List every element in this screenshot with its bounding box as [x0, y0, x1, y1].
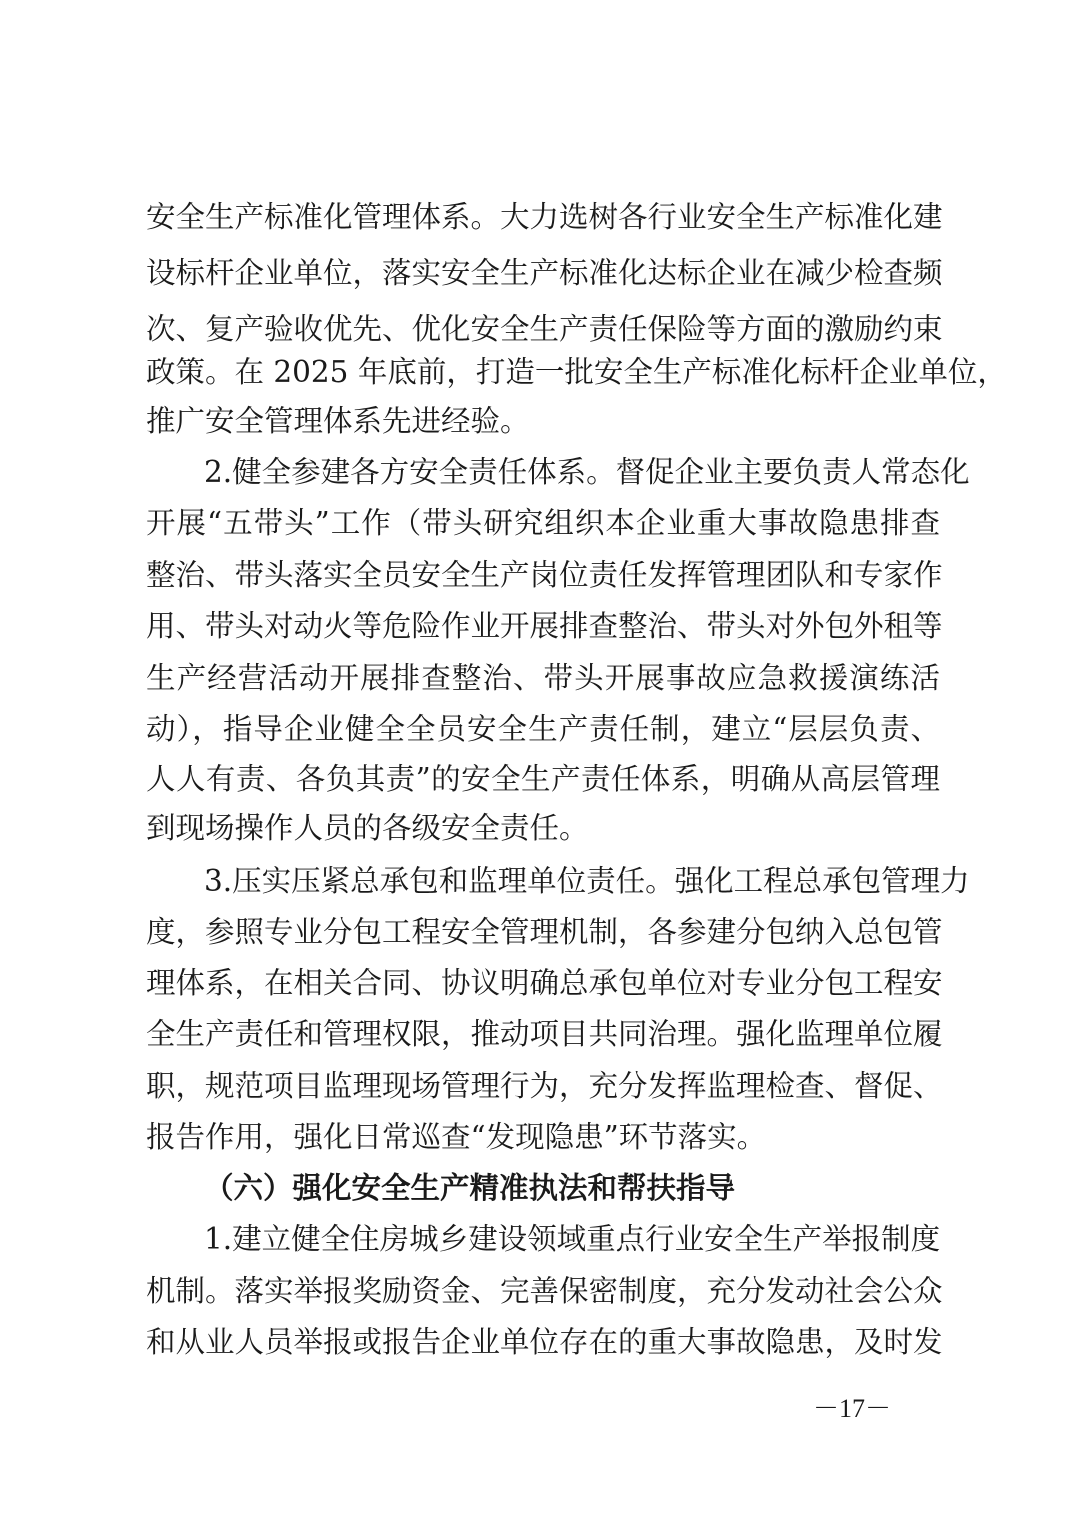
body-text-line: 1.建立健全住房城乡建设领域重点行业安全生产举报制度 [204, 1222, 941, 1256]
body-text-line: 报告作用，强化日常巡查“发现隐患”环节落实。 [146, 1120, 767, 1154]
body-text-line: 人人有责、各负其责”的安全生产责任体系，明确从高层管理 [146, 762, 940, 796]
body-text-line: 理体系，在相关合同、协议明确总承包单位对专业分包工程安 [146, 966, 943, 1000]
body-text-line: 生产经营活动开展排查整治、带头开展事故应急救援演练活 [146, 661, 940, 695]
body-text-line: 到现场操作人员的各级安全责任。 [146, 811, 589, 845]
body-text-line: 和从业人员举报或报告企业单位存在的重大事故隐患，及时发 [146, 1325, 943, 1359]
body-text-line: 动），指导企业健全全员安全生产责任制，建立“层层负责、 [146, 712, 940, 746]
page-number: －17－ [812, 1394, 891, 1423]
body-text-line: 2.健全参建各方安全责任体系。督促企业主要负责人常态化 [204, 455, 970, 489]
body-text-line: 机制。落实举报奖励资金、完善保密制度，充分发动社会公众 [146, 1274, 943, 1308]
body-text-line: 用、带头对动火等危险作业开展排查整治、带头对外包外租等 [146, 609, 943, 643]
body-text-line: 次、复产验收优先、优化安全生产责任保险等方面的激励约束 [146, 312, 943, 346]
body-text-line: 开展“五带头”工作（带头研究组织本企业重大事故隐患排查 [146, 506, 940, 540]
body-text-line: 安全生产标准化管理体系。大力选树各行业安全生产标准化建 [146, 200, 943, 234]
section-heading: （六）强化安全生产精准执法和帮扶指导 [204, 1170, 736, 1205]
body-text-line: 设标杆企业单位，落实安全生产标准化达标企业在减少检查频 [146, 256, 943, 290]
body-text-line: 全生产责任和管理权限，推动项目共同治理。强化监理单位履 [146, 1017, 943, 1051]
body-text-line: 3.压实压紧总承包和监理单位责任。强化工程总承包管理力 [204, 864, 970, 898]
body-text-line: 职，规范项目监理现场管理行为，充分发挥监理检查、督促、 [146, 1069, 943, 1103]
body-text-line: 推广安全管理体系先进经验。 [146, 404, 530, 438]
body-text-line: 度，参照专业分包工程安全管理机制，各参建分包纳入总包管 [146, 915, 943, 949]
body-text-line: 整治、带头落实全员安全生产岗位责任发挥管理团队和专家作 [146, 558, 943, 592]
body-text-line: 政策。在 2025 年底前，打造一批安全生产标准化标杆企业单位， [146, 355, 1007, 389]
